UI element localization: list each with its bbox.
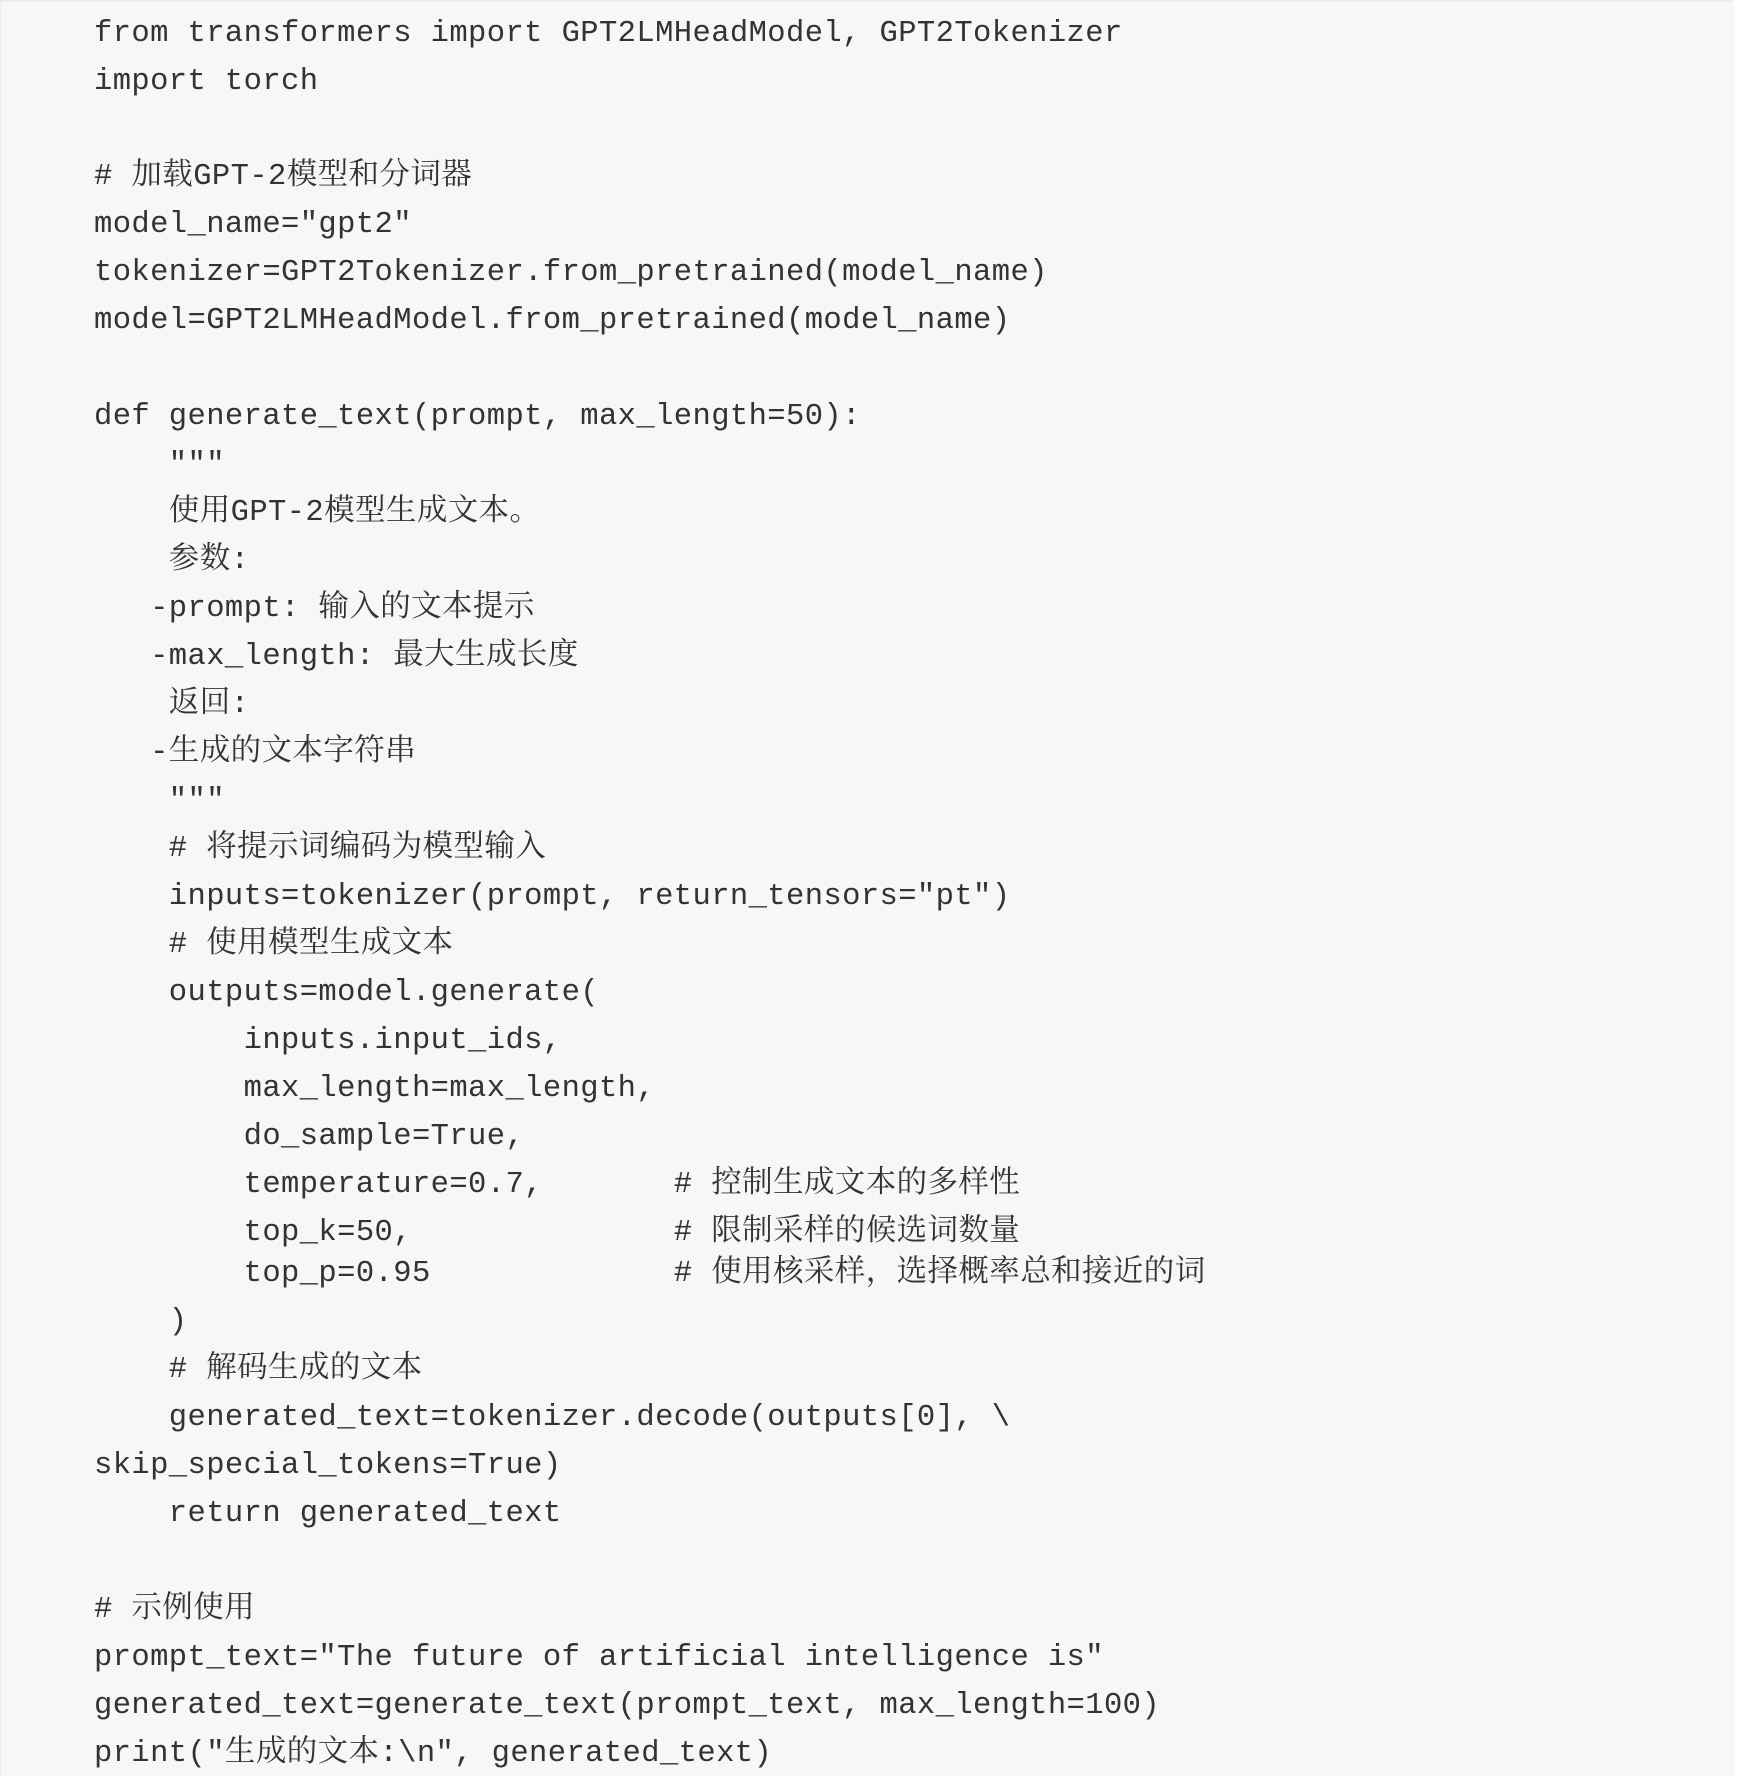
code-line-do-sample: do_sample=True, — [94, 1120, 525, 1154]
code-line-outputs: outputs=model.generate( — [94, 976, 599, 1010]
docstring-param-prompt: -prompt: 输入的文本提示 — [94, 592, 535, 626]
code-line-close-paren: ) — [94, 1305, 188, 1339]
code-line-def-generate-text: def generate_text(prompt, max_length=50): — [94, 400, 861, 434]
code-line-model-name: model_name="gpt2" — [94, 208, 412, 242]
code-line-temperature: temperature=0.7, # 控制生成文本的多样性 — [94, 1168, 1021, 1202]
code-line-print: print("生成的文本:\n", generated_text) — [94, 1737, 773, 1771]
code-line-model: model=GPT2LMHeadModel.from_pretrained(model_name) — [94, 304, 1011, 338]
comment-load-model: # 加载GPT-2模型和分词器 — [94, 160, 473, 194]
code-line-top-k: top_k=50, # 限制采样的候选词数量 — [94, 1216, 1021, 1250]
comment-encode-prompt: # 将提示词编码为模型输入 — [94, 832, 547, 866]
docstring-param-max-length: -max_length: 最大生成长度 — [94, 640, 579, 674]
code-line-tokenizer: tokenizer=GPT2Tokenizer.from_pretrained(model_name) — [94, 256, 1048, 290]
code-line-skip-special-tokens: skip_special_tokens=True) — [94, 1449, 562, 1483]
comment-decode: # 解码生成的文本 — [94, 1353, 423, 1387]
code-line-inputs: inputs=tokenizer(prompt, return_tensors="pt") — [94, 880, 1011, 914]
code-line-max-length-arg: max_length=max_length, — [94, 1072, 656, 1106]
code-line-input-ids: inputs.input_ids, — [94, 1024, 562, 1058]
code-line-top-p: top_p=0.95 # 使用核采样，选择概率总和接近的词 — [94, 1257, 1206, 1291]
docstring-close: """ — [94, 784, 225, 818]
code-line-import-transformers: from transformers import GPT2LMHeadModel, GPT2Tokenizer — [94, 17, 1123, 51]
code-line-generated-text: generated_text=tokenizer.decode(outputs[0], \ — [94, 1401, 1011, 1435]
code-line-return: return generated_text — [94, 1497, 562, 1531]
docstring-description: 使用GPT-2模型生成文本。 — [94, 496, 541, 530]
docstring-open: """ — [94, 448, 225, 482]
docstring-returns-value: -生成的文本字符串 — [94, 736, 417, 770]
code-line-call-generate: generated_text=generate_text(prompt_text, max_length=100) — [94, 1689, 1161, 1723]
docstring-params-heading: 参数: — [94, 544, 250, 578]
code-line-prompt-text: prompt_text="The future of artificial intelligence is" — [94, 1641, 1104, 1675]
code-line-import-torch: import torch — [94, 65, 319, 99]
docstring-returns-heading: 返回: — [94, 688, 250, 722]
comment-generate: # 使用模型生成文本 — [94, 928, 454, 962]
comment-example-usage: # 示例使用 — [94, 1593, 256, 1627]
